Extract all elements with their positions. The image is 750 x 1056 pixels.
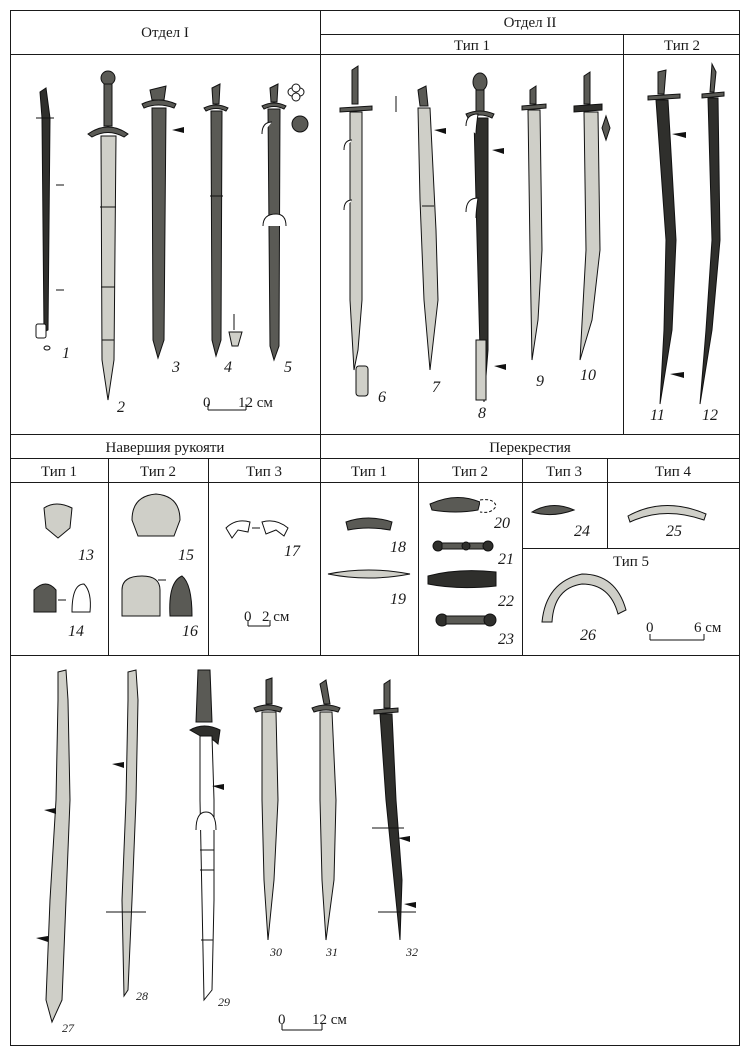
sword-28 xyxy=(106,670,146,996)
header-crossguards: Перекрестия xyxy=(489,440,571,456)
crossguard-25 xyxy=(628,505,706,522)
scale-value: 2 см xyxy=(262,609,290,625)
figure-number: 12 xyxy=(702,407,718,424)
header-pommel-type1: Тип 1 xyxy=(40,464,78,480)
scale-value: 12 см xyxy=(238,395,273,411)
pommel-14 xyxy=(34,584,90,612)
crossguard-22 xyxy=(428,571,496,588)
figure-number: 21 xyxy=(498,551,514,568)
figure-number: 14 xyxy=(68,623,84,640)
sword-6 xyxy=(340,66,396,396)
scale-zero: 0 xyxy=(203,395,211,411)
pommel-15 xyxy=(132,494,180,536)
figure-number: 19 xyxy=(390,591,406,608)
crossguard-26 xyxy=(542,574,626,622)
scale-zero: 0 xyxy=(646,620,654,636)
header-pommels: Навершия рукояти xyxy=(105,440,225,456)
figure-number: 22 xyxy=(498,593,514,610)
sword-4 xyxy=(204,84,242,356)
sword-2 xyxy=(88,71,128,400)
figure-number: 20 xyxy=(494,515,510,532)
pommel-17 xyxy=(226,521,288,538)
figure-number: 28 xyxy=(136,989,148,1003)
scale-value: 12 см xyxy=(312,1012,347,1028)
header-cross-type1: Тип 1 xyxy=(350,464,388,480)
figure-number: 18 xyxy=(390,539,406,556)
figure-number: 11 xyxy=(650,407,665,424)
scale-value: 6 см xyxy=(694,620,722,636)
sword-30 xyxy=(254,678,282,940)
crossguard-24 xyxy=(532,505,574,514)
figure-number: 9 xyxy=(536,373,544,390)
sword-8 xyxy=(466,73,506,402)
sword-7 xyxy=(418,86,446,370)
figure-number: 27 xyxy=(62,1021,74,1035)
sword-31 xyxy=(312,680,340,940)
crossguard-21 xyxy=(433,541,493,551)
crossguard-20 xyxy=(430,497,496,512)
sword-9 xyxy=(522,86,546,360)
figure-number: 10 xyxy=(580,367,596,384)
figure-number: 16 xyxy=(182,623,198,640)
crossguard-18 xyxy=(346,518,392,530)
sword-3 xyxy=(142,86,184,358)
sword-27 xyxy=(36,670,70,1022)
header-cross-type5: Тип 5 xyxy=(612,554,650,570)
crossguard-19 xyxy=(328,570,410,578)
sword-1 xyxy=(36,88,64,350)
figure-number: 7 xyxy=(432,379,440,396)
figure-number: 5 xyxy=(284,359,292,376)
figure-number: 2 xyxy=(117,399,125,416)
header-pommel-type2: Тип 2 xyxy=(139,464,177,480)
header-cross-type2: Тип 2 xyxy=(451,464,489,480)
pommel-13 xyxy=(44,504,72,538)
header-cross-type4: Тип 4 xyxy=(654,464,692,480)
header-dept2-type1: Тип 1 xyxy=(453,38,491,54)
crossguard-23 xyxy=(436,614,496,626)
figure-number: 32 xyxy=(406,945,418,959)
figure-number: 13 xyxy=(78,547,94,564)
figure-number: 24 xyxy=(574,523,590,540)
figure-number: 30 xyxy=(270,945,282,959)
header-cross-type3: Тип 3 xyxy=(545,464,583,480)
header-dept2-type2: Тип 2 xyxy=(663,38,701,54)
figure-number: 8 xyxy=(478,405,486,422)
figure-number: 15 xyxy=(178,547,194,564)
header-dept1: Отдел I xyxy=(141,25,189,41)
figure-number: 1 xyxy=(62,345,70,362)
headers xyxy=(41,15,700,570)
figure-number: 23 xyxy=(498,631,514,648)
sword-32 xyxy=(372,680,416,940)
figure-number: 29 xyxy=(218,995,230,1009)
figure-number: 3 xyxy=(172,359,180,376)
figure-number: 26 xyxy=(580,627,596,644)
scale-bar-bottom xyxy=(278,1012,347,1030)
scale-zero: 0 xyxy=(278,1012,286,1028)
pommel-16 xyxy=(122,576,192,616)
figure-number: 25 xyxy=(666,523,682,540)
sword-12 xyxy=(700,64,724,404)
sword-10 xyxy=(574,72,610,360)
header-pommel-type3: Тип 3 xyxy=(245,464,283,480)
figure-number: 6 xyxy=(378,389,386,406)
sword-5 xyxy=(262,84,308,360)
figure-number: 4 xyxy=(224,359,232,376)
sword-11 xyxy=(648,70,686,404)
figure-number: 31 xyxy=(326,945,338,959)
figure-number: 17 xyxy=(284,543,300,560)
header-dept2: Отдел II xyxy=(503,15,557,31)
scale-bar-top xyxy=(203,395,273,411)
sword-29 xyxy=(190,670,224,1000)
scale-bar-pommel xyxy=(244,609,290,626)
scale-bar-cross xyxy=(646,620,722,640)
scale-zero: 0 xyxy=(244,609,252,625)
